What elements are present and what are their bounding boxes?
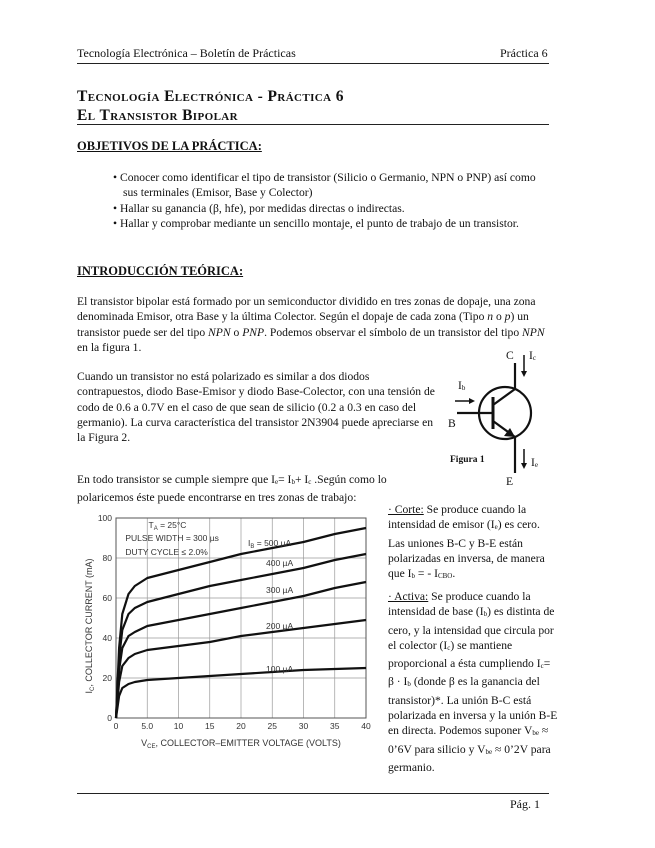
series-label: 300 µA bbox=[266, 585, 294, 595]
label-ie: $I_e$ bbox=[531, 456, 538, 469]
label-base: B bbox=[448, 417, 456, 430]
y-tick-label: 40 bbox=[102, 633, 112, 643]
x-tick-label: 25 bbox=[267, 721, 277, 731]
zone-corte: · Corte: Se produce cuando la intensidad de emisor $(I_e)$ es cero. Las uniones B-C y B-E están polarizadas en inversa, de manera que $I_b$ = - $I_{CBO}$. bbox=[388, 503, 545, 581]
series-label: 400 µA bbox=[266, 558, 294, 568]
series-label: $I_B = 500$ µA bbox=[248, 538, 292, 550]
title-line-2: El Transistor Bipolar bbox=[77, 107, 238, 124]
intro-heading: INTRODUCCIÓN TEÓRICA: bbox=[77, 264, 244, 278]
intro-paragraph-3: En todo transistor se cumple siempre que $I_e= I_b+ I_c$ .Según como lo polaricemos éste puede encontrarse en tres zonas de trabajo: bbox=[77, 473, 387, 505]
y-tick-label: 20 bbox=[102, 673, 112, 683]
objective-item: • Hallar su ganancia (β, hfe), por medidas directas o indirectas. bbox=[113, 201, 553, 216]
x-tick-label: 40 bbox=[361, 721, 371, 731]
annotation-duty-cycle: DUTY CYCLE ≤ 2.0% bbox=[125, 547, 208, 557]
label-emitter: E bbox=[506, 475, 514, 488]
zone-corte-title: · Corte: bbox=[388, 503, 424, 516]
y-axis-label: $I_C$, COLLECTOR CURRENT (mA) bbox=[84, 558, 96, 694]
page-title bbox=[77, 87, 549, 125]
title-rule bbox=[77, 124, 549, 125]
characteristic-chart bbox=[80, 508, 380, 758]
x-tick-label: 35 bbox=[330, 721, 340, 731]
header-right: Práctica 6 bbox=[500, 46, 548, 60]
figure-1-caption: Figura 1 bbox=[450, 455, 485, 465]
x-tick-label: 20 bbox=[236, 721, 246, 731]
x-tick-label: 10 bbox=[173, 721, 184, 731]
y-tick-label: 0 bbox=[107, 713, 112, 723]
y-tick-label: 80 bbox=[102, 553, 112, 563]
annotation-temperature: $T_A = 25^\circ C$ bbox=[148, 520, 187, 532]
page-number: Pág. 1 bbox=[510, 797, 540, 811]
footer-rule bbox=[77, 793, 549, 794]
x-axis-label: $V_{CE}$, COLLECTOR–EMITTER VOLTAGE (VOLTS) bbox=[141, 738, 341, 750]
x-tick-label: 5.0 bbox=[141, 721, 154, 731]
y-tick-label: 60 bbox=[102, 593, 112, 603]
chart-plot bbox=[80, 508, 380, 758]
figure-1 bbox=[445, 345, 555, 490]
y-tick-label: 100 bbox=[97, 513, 112, 523]
x-tick-label: 15 bbox=[205, 721, 215, 731]
intro-paragraph-2: Cuando un transistor no está polarizado es similar a dos diodos contrapuestos, diodo Base-Emisor y diodo Base-Colector, con una tensión de codo de 0.6 a 0.7V en el caso de que sean de silicio (0.2 a 0.3 en caso del germanio). La curva característica del transistor 2N3904 puede apreciarse en la Figura 2. bbox=[77, 370, 435, 445]
series-label: 100 µA bbox=[266, 664, 294, 674]
header-left: Tecnología Electrónica – Boletín de Prácticas bbox=[77, 46, 296, 60]
objectives-heading: OBJETIVOS DE LA PRÁCTICA: bbox=[77, 139, 262, 153]
header-rule bbox=[77, 63, 549, 64]
objectives-list bbox=[113, 170, 553, 231]
title-line-1: Tecnología Electrónica - Práctica 6 bbox=[77, 88, 344, 105]
zone-activa-title: · Activa: bbox=[388, 590, 429, 603]
zone-activa: · Activa: Se produce cuando la intensidad de base $(I_b)$ es distinta de cero, y la intensidad que circula por el colector $(I_c)$ se mantiene proporcional a ésta cumpliendo $I_c= \beta \cdot I_b$ (donde β es la ganancia del transistor)*. La unión B-C está polarizada en inversa y la unión B-E en directa. Podemos suponer $V_{be}$ ≈ 0’6V para silicio y $V_{be}$ ≈ 0’2V para germanio. bbox=[388, 590, 558, 774]
label-ic: $I_c$ bbox=[529, 349, 536, 362]
x-tick-label: 0 bbox=[113, 721, 119, 731]
x-tick-label: 30 bbox=[298, 721, 309, 731]
objective-item: • Hallar y comprobar mediante un sencillo montaje, el punto de trabajo de un transistor. bbox=[113, 216, 553, 231]
npn-transistor-symbol bbox=[445, 345, 555, 490]
series-label: 200 µA bbox=[266, 621, 294, 631]
label-ib: $I_b$ bbox=[458, 379, 466, 392]
label-collector: C bbox=[506, 349, 514, 362]
annotation-pulse-width: PULSE WIDTH = 300 µs bbox=[125, 533, 219, 543]
intro-paragraph-1: El transistor bipolar está formado por un semiconductor dividido en tres zonas de dopaje, una zona denominada Emisor, otra Base y la última Colector. Según el dopaje de cada zona (Tipo n o p) un transistor puede ser del tipo NPN o PNP. Podemos observar el símbolo de un transistor del tipo NPN en la figura 1. bbox=[77, 295, 545, 354]
objective-item: • Conocer como identificar el tipo de transistor (Silicio o Germanio, NPN o PNP) así como sus terminales (Emisor, Base y Colector) bbox=[113, 170, 553, 201]
